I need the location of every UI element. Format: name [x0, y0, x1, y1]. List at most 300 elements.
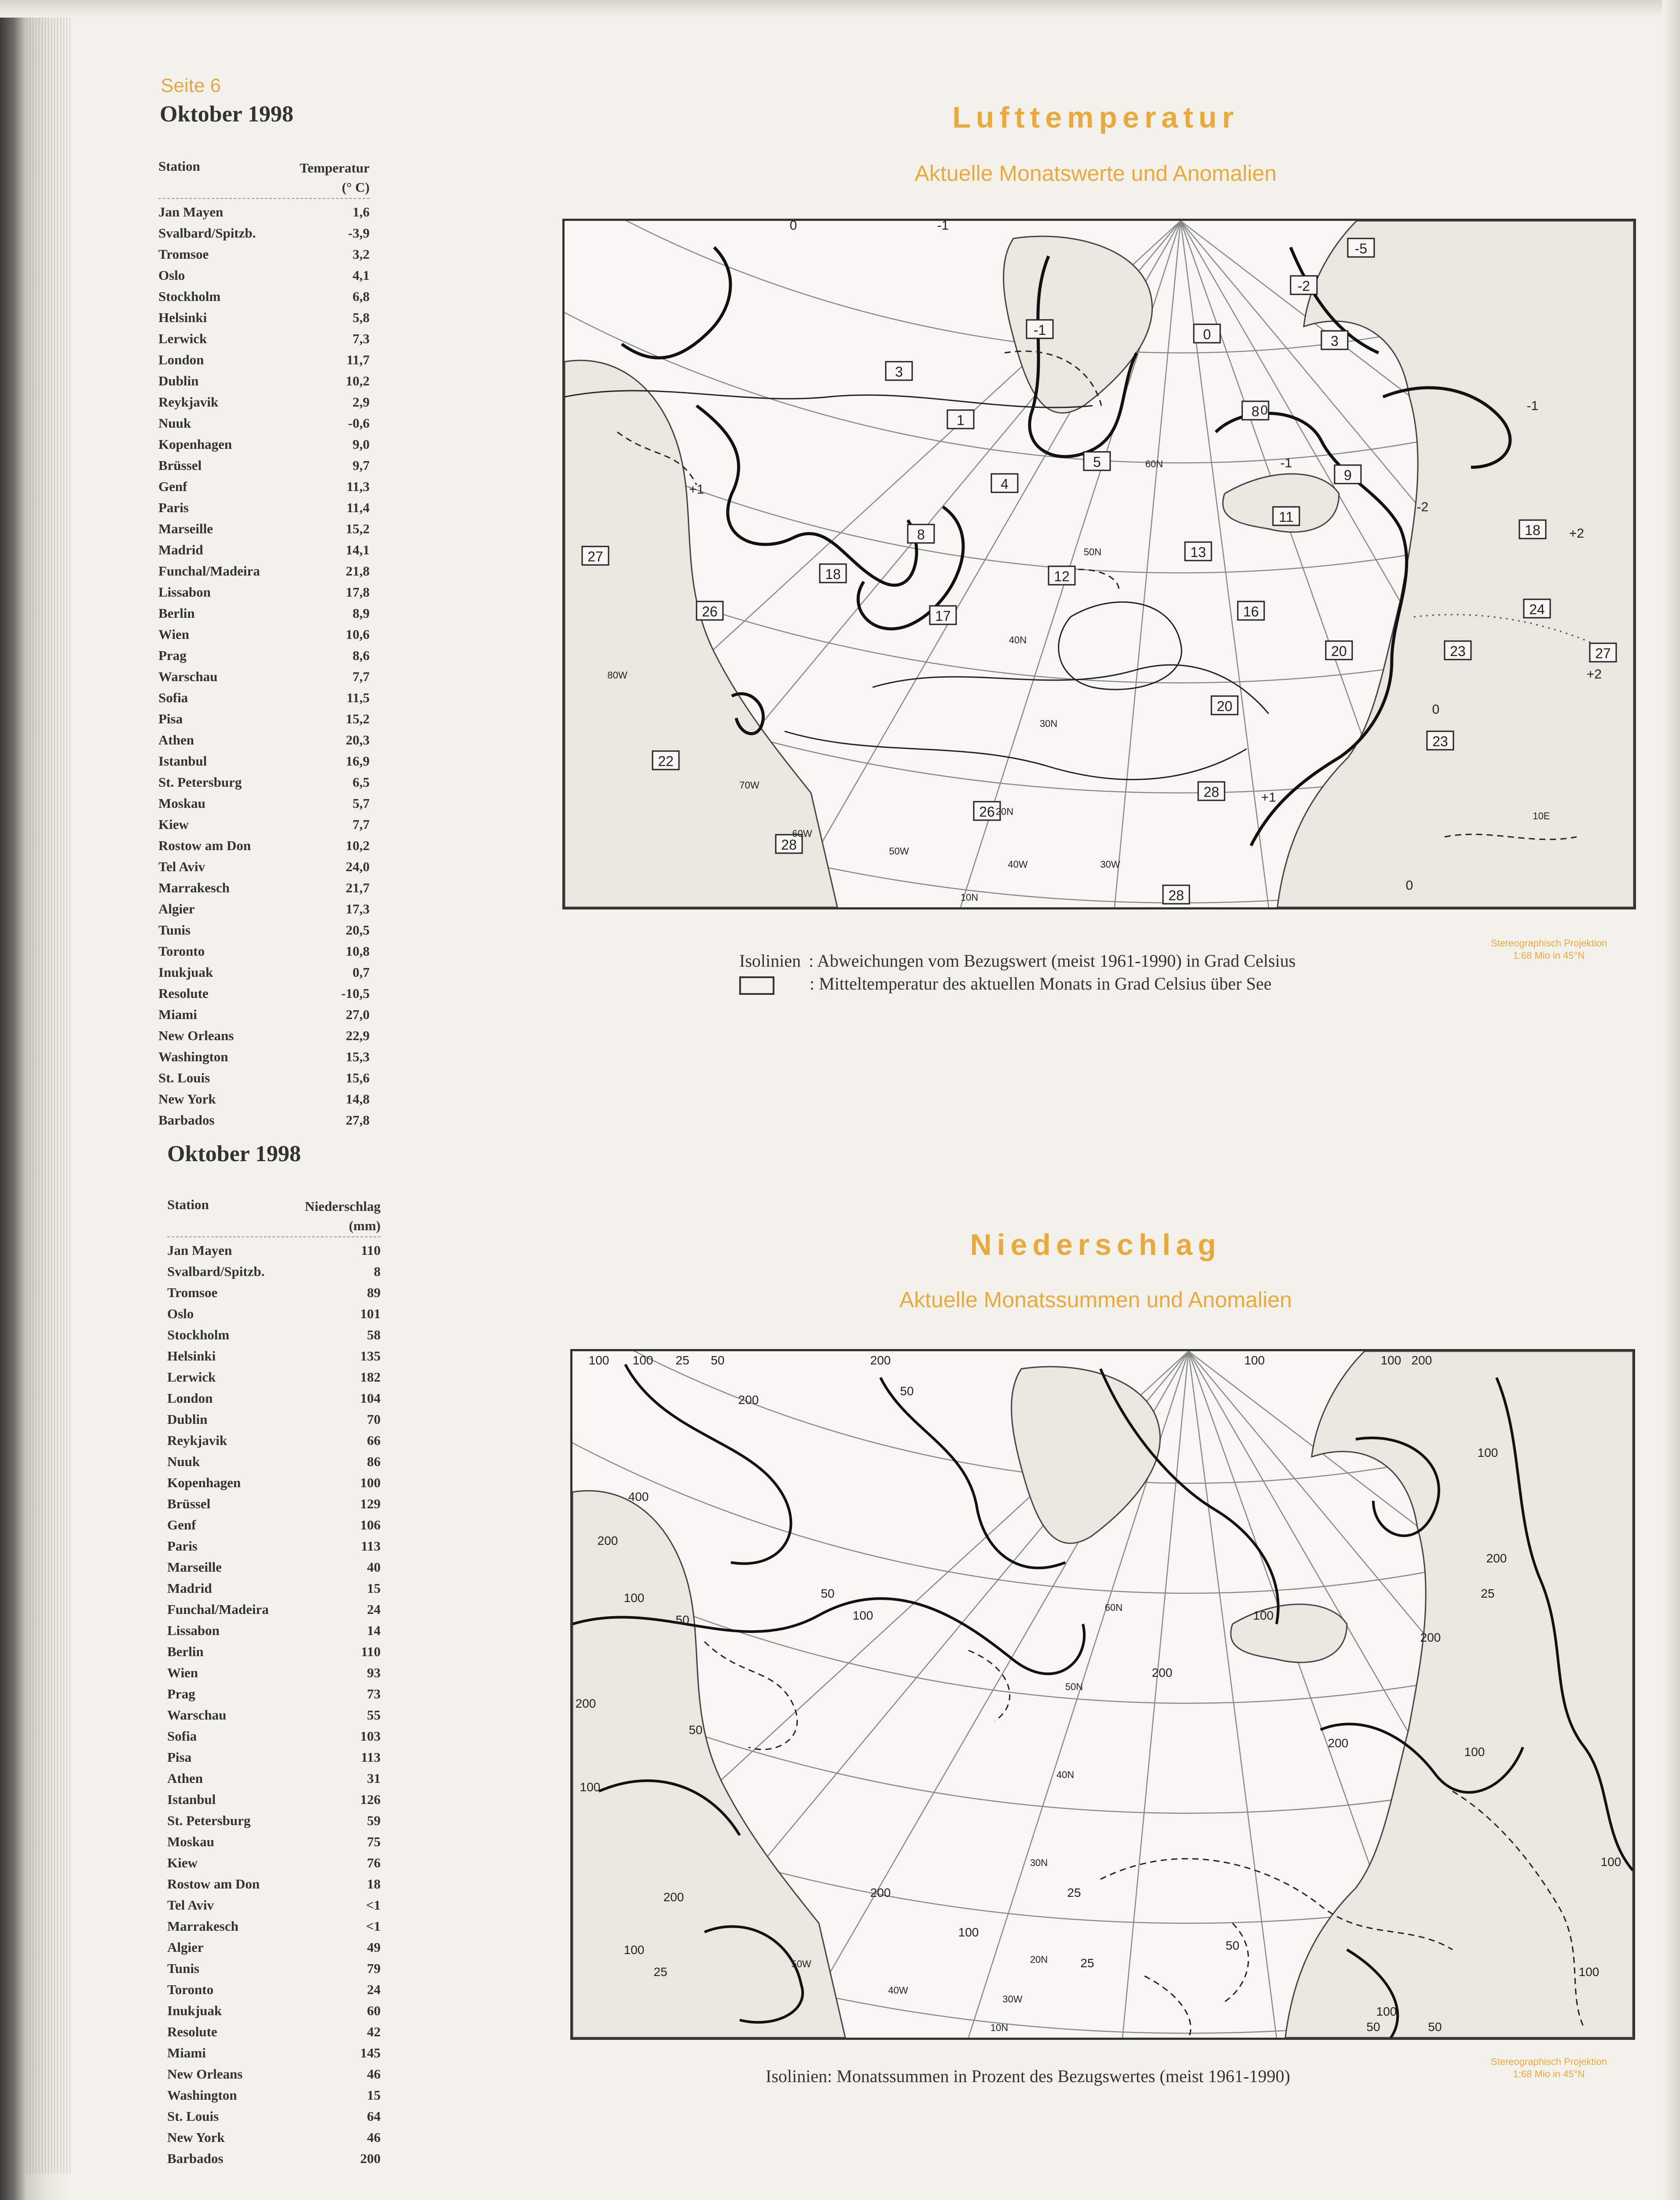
- station-value: 73: [367, 1686, 381, 1701]
- graticule-label: 50N: [1083, 546, 1102, 557]
- table-row: [158, 920, 370, 941]
- station-name: Miami: [167, 2045, 206, 2061]
- graticule-label: 10N: [960, 892, 979, 903]
- graticule-label: 60W: [792, 828, 812, 839]
- header-station: Station: [167, 1197, 209, 1212]
- table-row: [167, 1641, 381, 1662]
- station-value: -0,6: [348, 415, 370, 431]
- table-row: [158, 265, 370, 286]
- table-row: [158, 814, 370, 835]
- station-value: 17,3: [345, 901, 370, 917]
- station-value: 1,6: [352, 204, 370, 220]
- precipitation-table-month: Oktober 1998: [167, 1141, 301, 1166]
- land-masses: [572, 1351, 1633, 2038]
- isoline-label: 100: [1578, 1965, 1599, 1979]
- station-name: Tel Aviv: [167, 1897, 214, 1913]
- temperature-box-value: 24: [1529, 601, 1545, 617]
- station-name: St. Louis: [167, 2108, 219, 2124]
- graticule-label: 10N: [990, 2022, 1009, 2033]
- station-name: Toronto: [167, 1982, 214, 1997]
- station-name: Paris: [158, 500, 189, 515]
- isoline-label: 200: [738, 1393, 759, 1407]
- station-name: London: [158, 352, 204, 367]
- station-value: 46: [367, 2066, 381, 2082]
- table-row: [167, 1261, 381, 1282]
- table-row: [167, 2021, 381, 2042]
- station-name: Berlin: [167, 1644, 204, 1659]
- table-row: [158, 518, 370, 539]
- station-name: Funchal/Madeira: [167, 1602, 269, 1617]
- graticule-label: 40W: [1008, 859, 1028, 870]
- table-row: [158, 349, 370, 370]
- station-value: 135: [360, 1348, 381, 1364]
- isoline-label: 200: [663, 1890, 684, 1904]
- station-name: Istanbul: [167, 1792, 216, 1807]
- station-name: Tunis: [158, 922, 191, 938]
- table-row: [158, 708, 370, 730]
- temperature-legend: [739, 950, 1461, 996]
- station-name: New Orleans: [167, 2066, 243, 2082]
- graticule-label: 30N: [1030, 1857, 1048, 1868]
- table-row: [167, 1472, 381, 1493]
- isoline-label: 200: [1486, 1551, 1507, 1565]
- legend-box-text: : Mitteltemperatur des aktuellen Monats in Grad Celsius über See: [810, 974, 1272, 994]
- temperature-box-value: 28: [781, 837, 797, 853]
- station-name: Marseille: [167, 1559, 222, 1575]
- station-value: 182: [360, 1369, 381, 1385]
- legend-box-symbol: [739, 976, 774, 995]
- precipitation-title: Niederschlag: [970, 1228, 1221, 1261]
- temperature-box-value: 18: [1525, 522, 1541, 538]
- station-name: Pisa: [167, 1749, 192, 1765]
- table-row: [158, 962, 370, 983]
- station-name: Warschau: [167, 1707, 227, 1723]
- station-value: 55: [367, 1707, 381, 1723]
- table-row: [158, 1067, 370, 1089]
- station-name: Genf: [167, 1517, 196, 1533]
- legend-box-row: [739, 973, 1461, 996]
- isoline-label: 200: [1420, 1631, 1441, 1644]
- temperature-table-month: Oktober 1998: [160, 102, 293, 127]
- temperature-box-value: 28: [1203, 784, 1219, 800]
- temperature-box-value: 8: [917, 527, 925, 543]
- page-number: Seite 6: [161, 75, 221, 96]
- temperature-box-value: 13: [1190, 544, 1206, 560]
- table-header: [158, 158, 370, 199]
- table-row: [158, 497, 370, 518]
- station-name: St. Louis: [158, 1070, 210, 1085]
- station-value: 86: [367, 1454, 381, 1469]
- station-name: Algier: [158, 901, 195, 917]
- isoline-label: 25: [1067, 1886, 1081, 1899]
- isoline-label: 100: [624, 1591, 645, 1605]
- station-value: 0,7: [352, 964, 370, 980]
- station-name: Marrakesch: [167, 1918, 238, 1934]
- station-value: <1: [366, 1897, 381, 1913]
- temperature-box-value: 16: [1243, 604, 1259, 620]
- land-masses: [565, 221, 1634, 907]
- isoline-label: 100: [1376, 2005, 1397, 2018]
- station-value: 93: [367, 1665, 381, 1680]
- station-value: 21,8: [345, 563, 370, 579]
- station-value: 8: [374, 1264, 381, 1279]
- temperature-box-value: -5: [1354, 241, 1368, 257]
- station-value: 110: [361, 1644, 381, 1659]
- station-value: 59: [367, 1813, 381, 1828]
- table-row: [158, 1046, 370, 1067]
- table-row: [167, 1430, 381, 1451]
- station-name: Kiew: [158, 817, 189, 832]
- table-row: [167, 2085, 381, 2106]
- station-name: Lerwick: [167, 1369, 216, 1385]
- station-value: 110: [361, 1243, 381, 1258]
- isoline-label: 0: [789, 221, 797, 233]
- station-value: 8,6: [352, 648, 370, 663]
- legend-isolines-text: : Abweichungen vom Bezugswert (meist 1961-1990) in Grad Celsius: [808, 951, 1296, 971]
- table-row: [158, 645, 370, 666]
- table-row: [167, 1895, 381, 1916]
- station-name: Nuuk: [167, 1454, 200, 1469]
- temperature-projection-note: Stereographisch Projektion 1:68 Mio in 45°N: [1490, 938, 1607, 961]
- header-value: Niederschlag (mm): [304, 1199, 381, 1233]
- station-value: 64: [367, 2108, 381, 2124]
- station-name: Stockholm: [167, 1327, 230, 1342]
- isoline-label: 200: [1411, 1353, 1432, 1367]
- station-name: Jan Mayen: [158, 204, 224, 220]
- station-value: 76: [367, 1855, 381, 1870]
- station-value: 15,3: [345, 1049, 370, 1064]
- temperature-subtitle: Aktuelle Monatswerte und Anomalien: [914, 161, 1277, 186]
- station-name: Genf: [158, 479, 187, 494]
- isoline-label: 25: [1080, 1956, 1094, 1970]
- table-row: [167, 2000, 381, 2021]
- station-value: 15: [367, 1580, 381, 1596]
- station-name: Moskau: [167, 1834, 214, 1849]
- station-name: Tromsoe: [158, 246, 209, 262]
- station-value: 21,7: [345, 880, 370, 895]
- station-value: 15,2: [345, 521, 370, 536]
- station-value: 10,2: [345, 838, 370, 853]
- table-row: [167, 1683, 381, 1705]
- station-value: 17,8: [345, 584, 370, 600]
- table-row: [167, 1937, 381, 1958]
- graticule-label: 60N: [1145, 458, 1163, 469]
- legend-isolines-label: Isolinien: [739, 951, 801, 971]
- station-name: Kiew: [167, 1855, 198, 1870]
- temperature-map: [562, 219, 1636, 909]
- station-name: Toronto: [158, 943, 205, 959]
- station-name: Kopenhagen: [167, 1475, 241, 1490]
- table-row: [167, 1874, 381, 1895]
- station-value: 2,9: [352, 394, 370, 410]
- precipitation-legend: Isolinien: Monatssummen in Prozent des Bezugswertes (meist 1961-1990): [766, 2066, 1291, 2086]
- table-row: [167, 2064, 381, 2085]
- isoline-label: +1: [689, 482, 704, 497]
- isoline-label: 100: [1380, 1353, 1401, 1367]
- station-name: Jan Mayen: [167, 1243, 232, 1258]
- table-row: [158, 392, 370, 413]
- table-row: [167, 1705, 381, 1726]
- isoline-label: 100: [1244, 1353, 1265, 1367]
- table-row: [158, 624, 370, 645]
- graticule-label: 30W: [1100, 859, 1120, 870]
- temperature-box-value: 20: [1331, 643, 1347, 659]
- temperature-box-value: -1: [1033, 322, 1046, 338]
- station-name: Moskau: [158, 796, 205, 811]
- temperature-map-svg: [565, 221, 1634, 907]
- temperature-box-value: 22: [658, 753, 674, 769]
- table-row: [158, 244, 370, 265]
- table-row: [167, 1831, 381, 1852]
- table-row: [158, 835, 370, 856]
- isoline-label: 100: [958, 1925, 979, 1939]
- isoline-label: 50: [689, 1723, 703, 1737]
- table-row: [158, 1004, 370, 1025]
- station-name: Brüssel: [167, 1496, 211, 1511]
- table-row: [167, 1324, 381, 1346]
- station-name: Barbados: [167, 2151, 224, 2166]
- station-name: Dublin: [167, 1412, 208, 1427]
- station-name: Algier: [167, 1940, 204, 1955]
- table-rows: [158, 202, 370, 1131]
- station-name: Brüssel: [158, 458, 202, 473]
- isoline-label: 200: [870, 1886, 891, 1899]
- station-value: 89: [367, 1285, 381, 1300]
- temperature-box-value: 3: [1331, 333, 1339, 349]
- station-name: Berlin: [158, 605, 195, 621]
- temperature-box-value: -2: [1297, 278, 1310, 294]
- table-row: [158, 202, 370, 223]
- station-name: Washington: [167, 2087, 237, 2103]
- isoline-label: -2: [1416, 500, 1429, 514]
- station-value: 24,0: [345, 859, 370, 874]
- temperature-box-value: 17: [935, 608, 951, 624]
- table-row: [167, 1620, 381, 1641]
- station-value: 3,2: [352, 246, 370, 262]
- station-name: Rostow am Don: [167, 1876, 260, 1892]
- temperature-box-value: 18: [825, 566, 841, 582]
- table-row: [167, 1388, 381, 1409]
- station-value: 10,8: [345, 943, 370, 959]
- graticule-label: 40N: [1056, 1769, 1075, 1780]
- table-row: [158, 328, 370, 349]
- station-value: 101: [360, 1306, 381, 1321]
- station-name: Miami: [158, 1007, 197, 1022]
- table-row: [167, 1662, 381, 1683]
- table-row: [167, 1599, 381, 1620]
- station-name: Marseille: [158, 521, 213, 536]
- station-value: 49: [367, 1940, 381, 1955]
- table-row: [167, 1536, 381, 1557]
- table-row: [167, 1810, 381, 1831]
- station-value: 103: [360, 1728, 381, 1744]
- graticule-label: 70W: [739, 780, 759, 791]
- isoline-label: 50: [1366, 2020, 1380, 2034]
- station-value: 40: [367, 1559, 381, 1575]
- station-name: Inukjuak: [167, 2003, 222, 2018]
- temperature-box-value: 20: [1217, 698, 1232, 714]
- station-name: Madrid: [158, 542, 203, 557]
- table-row: [158, 223, 370, 244]
- temperature-box-value: 5: [1093, 454, 1101, 470]
- station-name: New York: [167, 2130, 225, 2145]
- table-row: [158, 539, 370, 561]
- table-row: [158, 286, 370, 307]
- table-rows: [167, 1240, 381, 2169]
- table-row: [167, 1409, 381, 1430]
- isoline-label: 25: [675, 1353, 690, 1367]
- table-row: [158, 666, 370, 687]
- graticule-label: 50W: [889, 846, 909, 857]
- graticule-label: 40W: [888, 1985, 908, 1996]
- temperature-box-value: 26: [979, 804, 995, 820]
- precipitation-subtitle: Aktuelle Monatssummen und Anomalien: [899, 1287, 1292, 1312]
- station-name: Istanbul: [158, 753, 207, 769]
- station-value: 20,3: [345, 732, 370, 748]
- station-value: 14: [367, 1623, 381, 1638]
- table-row: [158, 983, 370, 1004]
- station-value: 20,5: [345, 922, 370, 938]
- top-edge: [0, 0, 1680, 18]
- station-value: 5,7: [352, 796, 370, 811]
- station-name: Stockholm: [158, 289, 221, 304]
- table-row: [167, 1578, 381, 1599]
- table-row: [167, 1346, 381, 1367]
- station-name: Marrakesch: [158, 880, 230, 895]
- isoline-label: 50: [1428, 2020, 1442, 2034]
- temperature-box-value: 27: [1595, 645, 1611, 661]
- station-name: Madrid: [167, 1580, 212, 1596]
- station-value: 126: [360, 1792, 381, 1807]
- station-name: Inukjuak: [158, 964, 213, 980]
- station-value: 16,9: [345, 753, 370, 769]
- station-value: 11,7: [346, 352, 370, 367]
- station-value: 22,9: [345, 1028, 370, 1043]
- station-name: Athen: [158, 732, 194, 748]
- isoline-label: 200: [1152, 1666, 1173, 1679]
- header-value: Temperatur (° C): [300, 160, 370, 195]
- legend-isolines-row: [739, 950, 1461, 973]
- temperature-box-value: 12: [1054, 568, 1070, 584]
- precipitation-table: [167, 1197, 381, 2169]
- graticule-label: 30N: [1039, 718, 1058, 729]
- table-row: [158, 793, 370, 814]
- table-row: [167, 1493, 381, 1514]
- graticule-label: 20N: [1030, 1954, 1048, 1965]
- station-value: 31: [367, 1771, 381, 1786]
- graticule-label: 50W: [791, 1958, 811, 1969]
- station-name: Prag: [167, 1686, 195, 1701]
- graticule-label: 40N: [1009, 634, 1027, 645]
- station-value: 18: [367, 1876, 381, 1892]
- station-value: 129: [360, 1496, 381, 1511]
- temperature-box-value: 9: [1344, 467, 1352, 483]
- isoline-label: 100: [624, 1943, 645, 1957]
- temperature-box-value: 4: [1001, 476, 1009, 492]
- header-station: Station: [158, 158, 200, 174]
- table-row: [158, 856, 370, 877]
- station-value: 11,4: [346, 500, 370, 515]
- station-value: 113: [361, 1538, 381, 1554]
- station-value: 15,2: [345, 711, 370, 726]
- table-row: [167, 1852, 381, 1874]
- isoline-label: 100: [852, 1609, 873, 1622]
- station-value: 200: [360, 2151, 381, 2166]
- station-value: 15,6: [345, 1070, 370, 1085]
- station-name: Svalbard/Spitzb.: [158, 225, 256, 241]
- table-row: [158, 941, 370, 962]
- station-value: 66: [367, 1433, 381, 1448]
- station-value: 15: [367, 2087, 381, 2103]
- station-value: 106: [360, 1517, 381, 1533]
- station-name: Lerwick: [158, 331, 207, 346]
- station-name: Helsinki: [167, 1348, 216, 1364]
- isoline-label: 0: [1260, 403, 1268, 418]
- isoline-label: 100: [588, 1353, 609, 1367]
- right-edge: [1662, 0, 1680, 2200]
- temperature-table: [158, 158, 370, 1131]
- table-row: [167, 1726, 381, 1747]
- station-value: 24: [367, 1982, 381, 1997]
- station-name: Helsinki: [158, 310, 207, 325]
- table-row: [158, 687, 370, 708]
- table-row: [167, 2106, 381, 2127]
- station-value: 145: [360, 2045, 381, 2061]
- station-name: London: [167, 1390, 213, 1406]
- station-name: Funchal/Madeira: [158, 563, 260, 579]
- station-value: 7,7: [352, 669, 370, 684]
- temperature-box-value: 26: [702, 604, 718, 620]
- table-row: [167, 1747, 381, 1768]
- temperature-box-value: 28: [1168, 887, 1184, 903]
- station-value: 70: [367, 1412, 381, 1427]
- temperature-box-value: 0: [1203, 326, 1211, 342]
- page-edges: [26, 18, 70, 2174]
- station-name: Oslo: [158, 268, 185, 283]
- graticule-label: 30W: [1002, 1994, 1023, 2005]
- station-name: Barbados: [158, 1112, 215, 1128]
- station-name: Oslo: [167, 1306, 194, 1321]
- table-row: [158, 751, 370, 772]
- table-row: [158, 561, 370, 582]
- table-row: [167, 1958, 381, 1979]
- isoline-label: 50: [821, 1587, 835, 1600]
- isoline-label: 50: [675, 1613, 690, 1627]
- station-value: 42: [367, 2024, 381, 2039]
- station-name: St. Petersburg: [167, 1813, 251, 1828]
- station-name: New York: [158, 1091, 216, 1107]
- table-row: [167, 1451, 381, 1472]
- table-row: [167, 2127, 381, 2148]
- graticule-label: 20N: [995, 806, 1014, 817]
- graticule-labels: [791, 1602, 1122, 2033]
- station-value: <1: [366, 1918, 381, 1934]
- isoline-label: 100: [1253, 1609, 1274, 1622]
- isoline-label: 50: [711, 1353, 725, 1367]
- station-value: 5,8: [352, 310, 370, 325]
- table-row: [158, 877, 370, 898]
- isoline-label: +2: [1586, 667, 1602, 682]
- table-row: [158, 370, 370, 392]
- temperature-box-value: 8: [1251, 403, 1259, 419]
- isoline-label: 25: [1481, 1587, 1495, 1600]
- table-row: [158, 1025, 370, 1046]
- isoline-label: +2: [1569, 526, 1585, 541]
- isoline-label: +1: [1261, 790, 1277, 805]
- table-row: [158, 476, 370, 497]
- station-name: New Orleans: [158, 1028, 234, 1043]
- station-value: 104: [360, 1390, 381, 1406]
